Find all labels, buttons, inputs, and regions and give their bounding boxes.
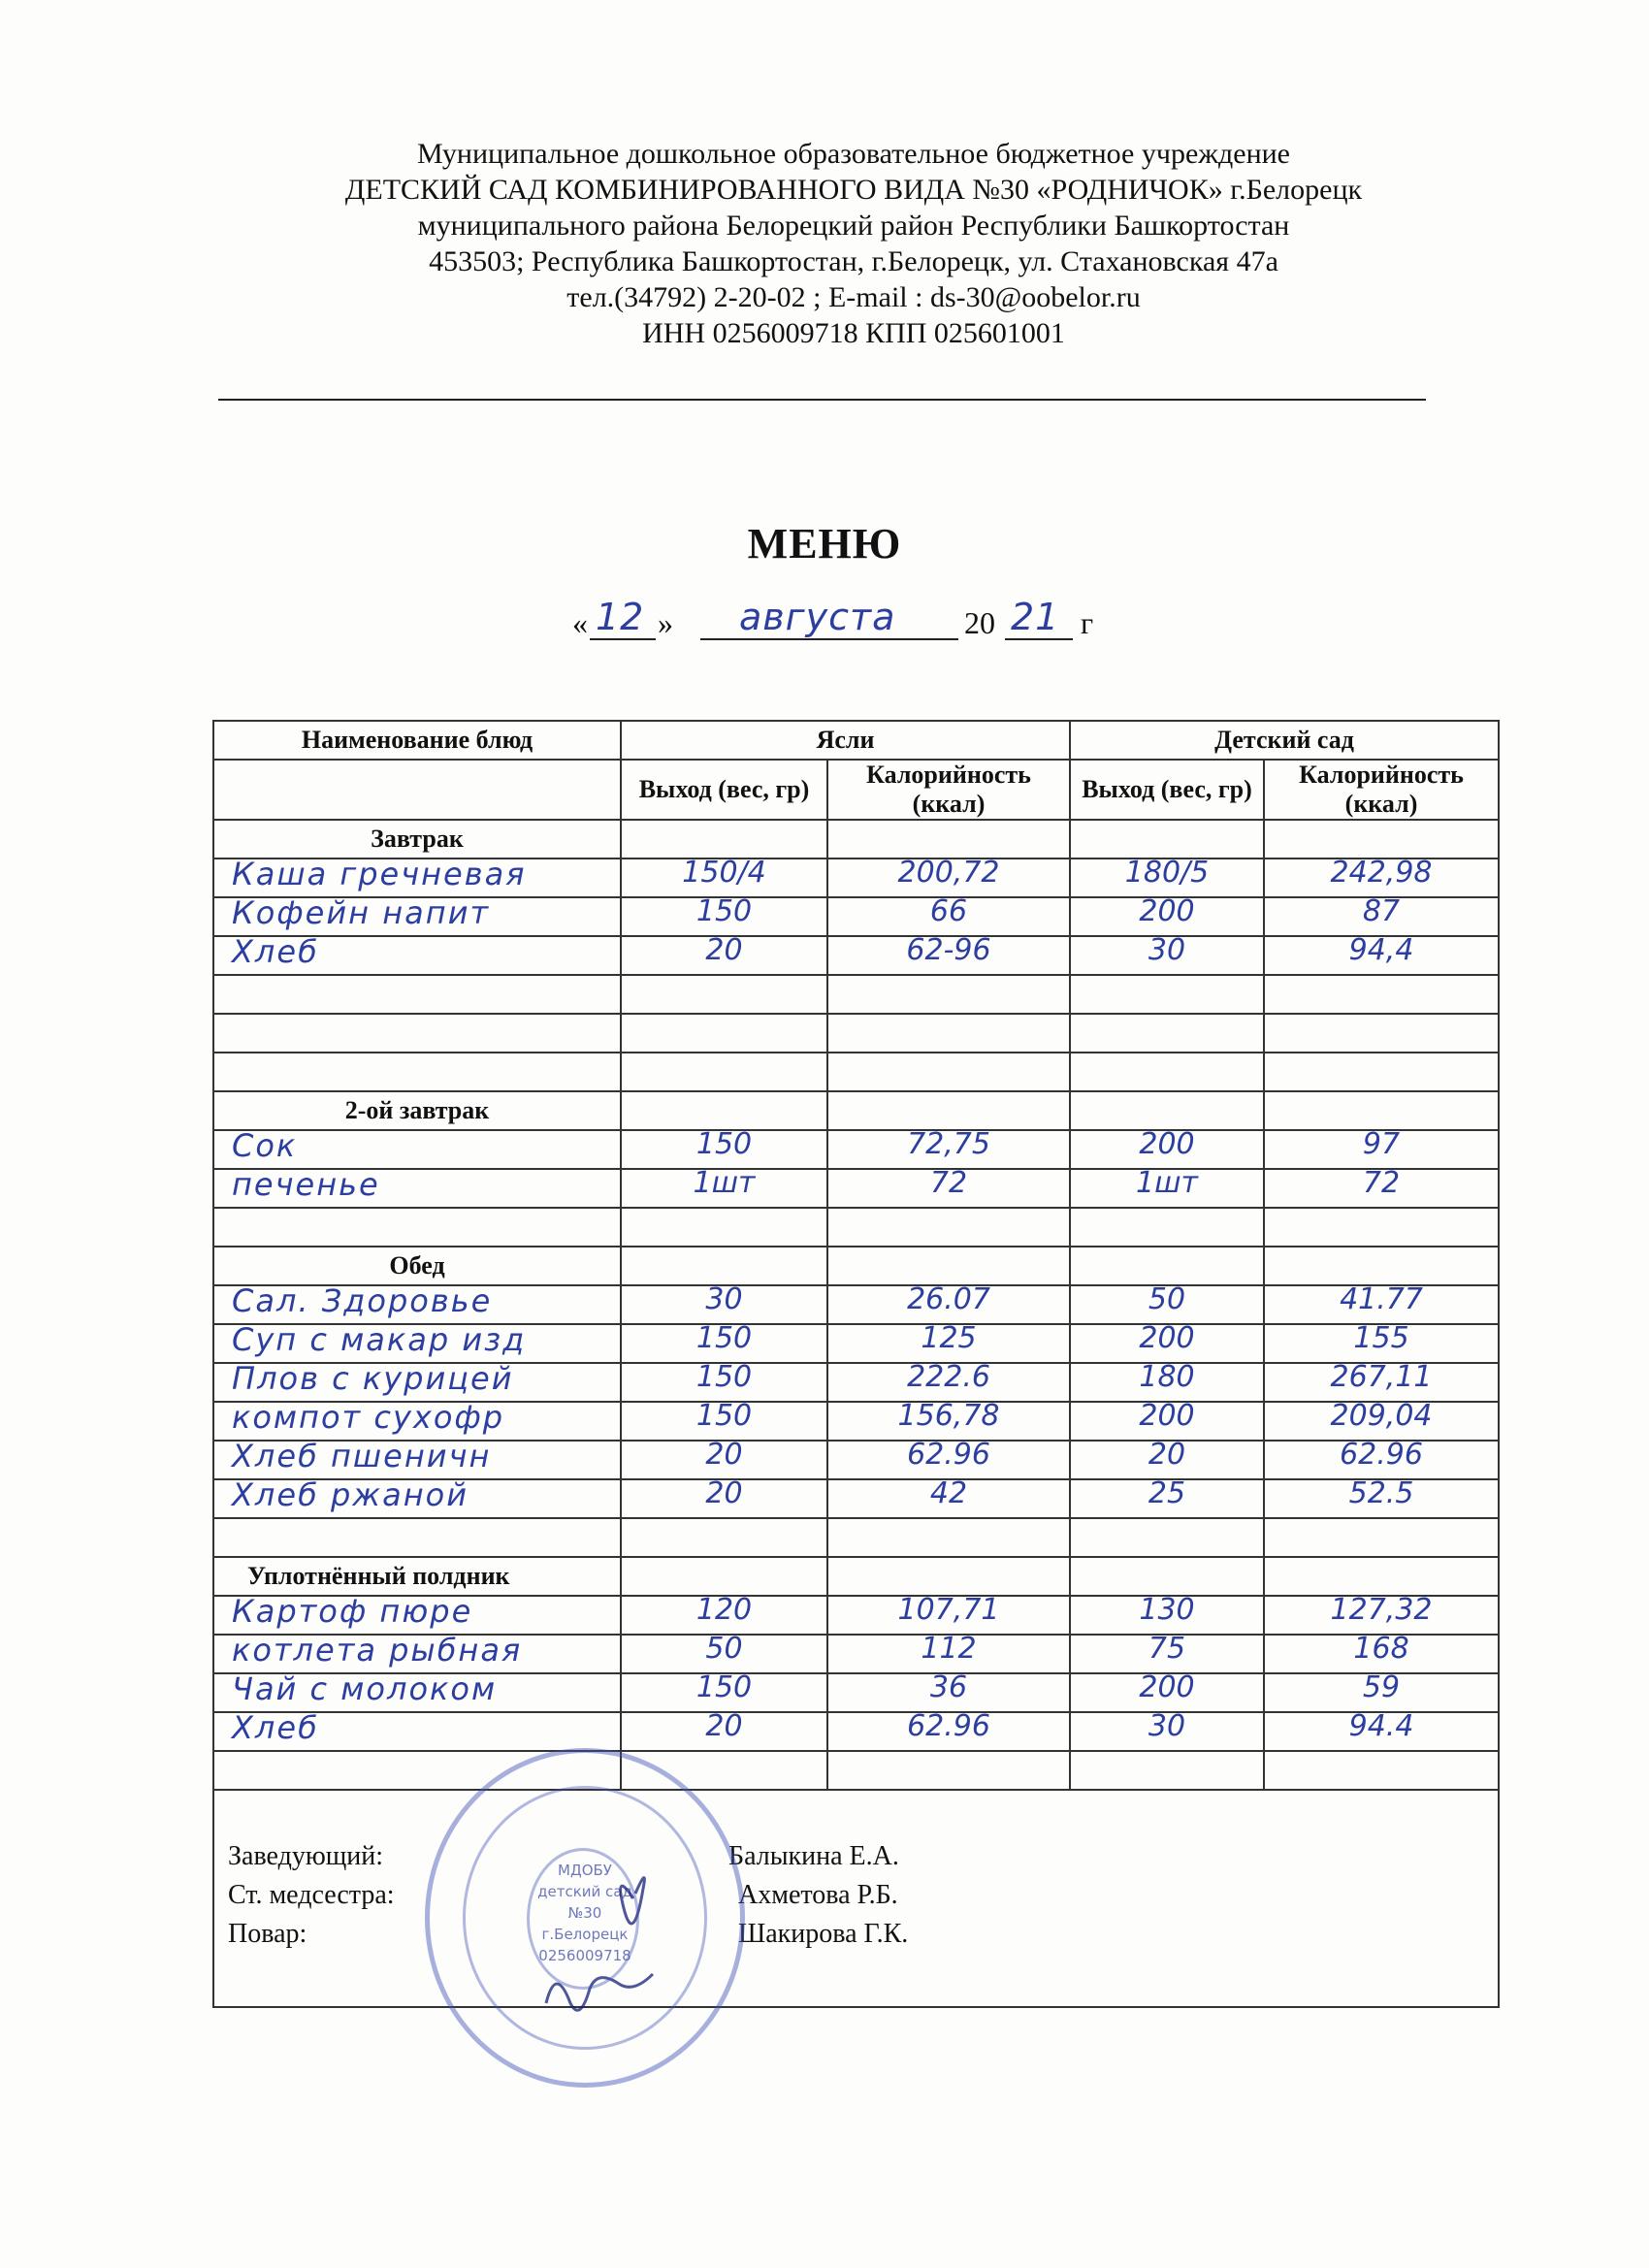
header-line: 453503; Республика Башкортостан, г.Белорецк, ул. Стахановская 47а [429,245,1278,277]
value-n-cal: 62.96 [907,1712,990,1743]
table-row [213,1635,1499,1673]
signature-role: Заведующий: [228,1841,384,1871]
section-title: Завтрак [213,820,621,859]
value-k-out: 200 [1139,1673,1195,1704]
dish-name-cell [213,936,621,975]
value-cell-n-cal [827,1402,1070,1441]
value-n-cal: 112 [921,1635,977,1666]
header-empty [213,760,621,820]
value-cell-n-out [621,1285,827,1324]
dish-name: Плов с курицей [232,1363,514,1397]
value-k-cal: 168 [1353,1635,1409,1666]
dish-name: Сок [232,1130,298,1164]
value-cell-k-cal [1264,1208,1499,1247]
value-k-out: 25 [1148,1479,1186,1510]
table-row [213,1130,1499,1169]
table-row [213,1285,1499,1324]
value-n-out: 150 [695,1363,753,1394]
section-row [213,1091,1499,1130]
value-k-out: 200 [1139,897,1195,928]
menu-body [213,820,1499,1790]
value-k-cal: 242,98 [1330,859,1433,890]
table-row [213,1479,1499,1518]
dish-name-cell [213,975,621,1014]
empty-cell [1264,1091,1499,1130]
value-cell-n-out [621,1441,827,1479]
value-cell-k-out [1070,1130,1264,1169]
date-month: августа [739,596,896,638]
empty-cell [1264,820,1499,859]
value-k-out: 130 [1139,1596,1195,1627]
date-year-suffix: 21 [1011,596,1060,638]
value-cell-k-out [1070,1712,1264,1751]
value-cell-k-cal [1264,897,1499,936]
value-n-out: 20 [705,1712,743,1743]
dish-name-cell [213,1208,621,1247]
dish-name: печенье [232,1169,380,1203]
header-line: муниципального района Белорецкий район Республики Башкортостан [417,210,1290,242]
dish-name: Сал. Здоровье [232,1285,493,1319]
value-cell-k-out [1070,1324,1264,1363]
value-k-out: 200 [1139,1402,1195,1433]
empty-cell [1264,1557,1499,1596]
value-n-cal: 200,72 [897,859,1000,890]
value-cell-k-cal [1264,1635,1499,1673]
dish-name: Суп с макар изд [232,1324,527,1358]
value-n-cal: 72,75 [907,1130,990,1161]
table-row [213,1441,1499,1479]
dish-name-cell [213,1169,621,1208]
dish-name-cell [213,1285,621,1324]
table-row [213,975,1499,1014]
value-cell-n-out [621,1518,827,1557]
value-k-out: 180/5 [1124,859,1210,890]
header-kindergarten: Детский сад [1070,721,1499,760]
dish-name-cell [213,1596,621,1635]
header-calories: Калорийность (ккал) [827,760,1070,820]
value-cell-k-out [1070,859,1264,897]
value-cell-n-out [621,1596,827,1635]
value-k-cal: 267,11 [1330,1363,1433,1394]
value-cell-k-out [1070,1363,1264,1402]
value-cell-k-out [1070,1596,1264,1635]
value-cell-k-out [1070,1402,1264,1441]
value-k-cal: 87 [1362,897,1401,928]
value-cell-n-out [621,1324,827,1363]
dish-name-cell [213,1441,621,1479]
value-cell-k-out [1070,1208,1264,1247]
dish-name-cell [213,1014,621,1053]
value-cell-n-cal [827,1441,1070,1479]
signature-name: Шакирова Г.К. [738,1919,909,1949]
value-cell-n-out [621,1712,827,1751]
header-divider [218,399,1426,401]
table-row [213,1014,1499,1053]
value-cell-n-out [621,1479,827,1518]
value-cell-k-cal [1264,975,1499,1014]
value-cell-n-out [621,1673,827,1712]
table-row [213,897,1499,936]
value-cell-n-out [621,975,827,1014]
value-k-out: 30 [1148,1712,1186,1743]
value-k-cal: 41.77 [1340,1285,1423,1316]
header-line: ДЕТСКИЙ САД КОМБИНИРОВАННОГО ВИДА №30 «РОДНИЧОК» г.Белорецк [344,174,1363,206]
value-n-cal: 107,71 [897,1596,1000,1627]
date-suffix: г [1081,605,1094,640]
value-cell-n-out [621,1169,827,1208]
value-k-out: 200 [1139,1130,1195,1161]
value-cell-n-cal [827,1169,1070,1208]
value-cell-n-out [621,1363,827,1402]
dish-name-cell [213,1363,621,1402]
empty-cell [1070,1247,1264,1285]
date-day: 12 [596,596,645,638]
section-title: Уплотнённый полдник [213,1557,621,1596]
empty-cell [1070,1091,1264,1130]
value-n-out: 30 [705,1285,743,1316]
date-open-quote: « [572,605,588,640]
value-cell-n-cal [827,1712,1070,1751]
dish-name-cell [213,1479,621,1518]
signatures-block [213,1790,1499,2007]
dish-name: Хлеб пшеничн [232,1441,492,1474]
value-cell-n-cal [827,1285,1070,1324]
section-row [213,1247,1499,1285]
value-n-out: 1шт [693,1169,756,1200]
value-cell-k-cal [1264,1673,1499,1712]
empty-cell [827,1557,1070,1596]
value-n-out: 150 [695,1324,753,1355]
value-n-cal: 66 [929,897,968,928]
value-cell-k-out [1070,1635,1264,1673]
header-output: Выход (вес, гр) [621,760,827,820]
value-k-cal: 155 [1353,1324,1409,1355]
value-k-out: 180 [1139,1363,1195,1394]
value-k-out: 50 [1148,1285,1186,1316]
dish-name-cell [213,1053,621,1091]
value-cell-k-out [1070,975,1264,1014]
value-n-out: 20 [705,936,743,967]
value-k-cal: 94.4 [1348,1712,1414,1743]
value-cell-n-out [621,1635,827,1673]
value-cell-k-cal [1264,1363,1499,1402]
value-n-out: 150 [695,1673,753,1704]
value-k-cal: 209,04 [1330,1402,1433,1433]
value-cell-k-cal [1264,1751,1499,1790]
value-cell-k-out [1070,1014,1264,1053]
table-row [213,1402,1499,1441]
table-row [213,859,1499,897]
dish-name-cell [213,1712,621,1751]
value-cell-n-out [621,936,827,975]
signature-row [228,1919,307,1950]
value-n-out: 150 [695,1130,753,1161]
official-stamp [425,1748,745,2088]
dish-name: Хлеб [232,936,319,970]
value-cell-n-cal [827,1479,1070,1518]
header-calories: Калорийность (ккал) [1264,760,1499,820]
value-n-cal: 42 [929,1479,968,1510]
value-n-cal: 36 [929,1673,968,1704]
page-title: МЕНЮ [747,520,902,567]
value-k-out: 200 [1139,1324,1195,1355]
dish-name: Хлеб ржаной [232,1479,469,1513]
value-cell-n-out [621,1402,827,1441]
dish-name: Хлеб [232,1712,319,1746]
table-row [213,936,1499,975]
value-n-out: 150/4 [682,859,766,890]
value-cell-n-cal [827,859,1070,897]
value-cell-k-out [1070,1285,1264,1324]
dish-name-cell [213,1635,621,1673]
dish-name: Кофейн напит [232,897,491,931]
value-k-cal: 62.96 [1340,1441,1423,1472]
value-cell-n-out [621,1053,827,1091]
value-n-cal: 62-96 [906,936,991,967]
table-row [213,1673,1499,1712]
value-cell-n-out [621,1208,827,1247]
value-cell-n-cal [827,1596,1070,1635]
value-cell-n-cal [827,1053,1070,1091]
value-cell-n-cal [827,975,1070,1014]
value-cell-k-out [1070,1169,1264,1208]
dish-name-cell [213,1324,621,1363]
value-k-cal: 94,4 [1348,936,1414,967]
dish-name: Каша гречневая [232,859,527,892]
value-n-out: 20 [705,1479,743,1510]
value-cell-n-cal [827,1751,1070,1790]
value-n-cal: 62.96 [907,1441,990,1472]
value-cell-n-cal [827,1130,1070,1169]
signature-name: Ахметова Р.Б. [738,1880,898,1910]
value-n-out: 50 [705,1635,743,1666]
value-cell-k-cal [1264,1712,1499,1751]
value-cell-k-cal [1264,1285,1499,1324]
table-row [213,1712,1499,1751]
value-cell-n-out [621,1014,827,1053]
value-cell-k-out [1070,1751,1264,1790]
value-n-out: 150 [695,1402,753,1433]
value-k-cal: 59 [1362,1673,1401,1704]
table-row [213,1596,1499,1635]
value-cell-k-out [1070,1053,1264,1091]
value-n-cal: 26.07 [907,1285,990,1316]
dish-name: котлета рыбная [232,1635,523,1669]
header-dish: Наименование блюд [213,721,621,760]
signature-scribble-icon [430,1753,740,2083]
signature-row [228,1880,395,1911]
stamp-text: МДОБУ детский сад №30 г.Белорецк 0256009718 [537,1862,632,1964]
table-row [213,1053,1499,1091]
section-title: Обед [213,1247,621,1285]
value-cell-k-out [1070,936,1264,975]
header-line: тел.(34792) 2-20-02 ; E-mail : ds-30@oobelor.ru [566,281,1141,313]
value-cell-n-cal [827,897,1070,936]
value-cell-k-cal [1264,1441,1499,1479]
value-k-cal: 52.5 [1348,1479,1414,1510]
empty-cell [1070,1557,1264,1596]
value-n-out: 20 [705,1441,743,1472]
dish-name: Картоф пюре [232,1596,473,1630]
empty-cell [827,1247,1070,1285]
value-cell-n-out [621,1130,827,1169]
empty-cell [621,1247,827,1285]
dish-name: Чай с молоком [232,1673,498,1707]
table-row [213,1169,1499,1208]
table-row [213,1751,1499,1790]
value-cell-k-out [1070,897,1264,936]
value-n-cal: 72 [929,1169,968,1200]
value-k-out: 30 [1148,936,1186,967]
value-cell-k-cal [1264,1402,1499,1441]
section-row [213,1557,1499,1596]
empty-cell [621,1557,827,1596]
value-k-cal: 72 [1362,1169,1401,1200]
dish-name-cell [213,1130,621,1169]
signature-role: Повар: [228,1919,307,1949]
value-cell-n-out [621,859,827,897]
dish-name-cell [213,1518,621,1557]
value-cell-k-out [1070,1441,1264,1479]
value-cell-n-cal [827,1324,1070,1363]
dish-name-cell [213,859,621,897]
empty-cell [827,820,1070,859]
value-cell-k-cal [1264,936,1499,975]
value-cell-k-cal [1264,1053,1499,1091]
value-k-cal: 97 [1362,1130,1401,1161]
header-output: Выход (вес, гр) [1070,760,1264,820]
dish-name-cell [213,1673,621,1712]
value-cell-n-cal [827,1635,1070,1673]
value-k-cal: 127,32 [1330,1596,1433,1627]
value-cell-k-out [1070,1479,1264,1518]
dish-name: компот сухофр [232,1402,505,1436]
value-cell-k-cal [1264,1014,1499,1053]
value-n-cal: 222.6 [907,1363,990,1394]
value-k-out: 75 [1148,1635,1186,1666]
menu-date [572,596,1154,650]
table-row [213,1518,1499,1557]
signature-name: Балыкина Е.А. [728,1841,899,1871]
empty-cell [1070,820,1264,859]
header-nursery: Ясли [621,721,1070,760]
table-row [213,1363,1499,1402]
empty-cell [827,1091,1070,1130]
institution-header [146,136,1562,351]
value-cell-k-cal [1264,859,1499,897]
value-cell-n-cal [827,1014,1070,1053]
value-cell-n-cal [827,936,1070,975]
date-year-prefix: 20 [964,605,995,640]
value-cell-k-cal [1264,1479,1499,1518]
dish-name-cell [213,897,621,936]
empty-cell [621,820,827,859]
menu-table [212,720,1500,2008]
value-k-out: 20 [1148,1441,1186,1472]
value-n-cal: 156,78 [897,1402,1000,1433]
value-n-out: 120 [695,1596,753,1627]
value-cell-n-out [621,897,827,936]
section-title: 2-ой завтрак [213,1091,621,1130]
value-cell-n-cal [827,1673,1070,1712]
date-close-quote: » [658,605,673,640]
empty-cell [621,1091,827,1130]
value-cell-n-cal [827,1518,1070,1557]
header-line: Муниципальное дошкольное образовательное бюджетное учреждение [417,138,1290,170]
header-line: ИНН 0256009718 КПП 025601001 [642,317,1065,349]
table-row [213,1208,1499,1247]
value-cell-n-cal [827,1363,1070,1402]
value-k-out: 1шт [1136,1169,1199,1200]
dish-name-cell [213,1402,621,1441]
value-cell-k-out [1070,1673,1264,1712]
value-cell-k-out [1070,1518,1264,1557]
value-cell-k-cal [1264,1324,1499,1363]
signature-role: Ст. медсестра: [228,1880,395,1910]
table-row [213,1324,1499,1363]
value-cell-k-cal [1264,1518,1499,1557]
value-cell-k-cal [1264,1596,1499,1635]
value-cell-n-cal [827,1208,1070,1247]
value-n-cal: 125 [921,1324,977,1355]
empty-cell [1264,1247,1499,1285]
value-n-out: 150 [695,897,753,928]
section-row [213,820,1499,859]
signature-row [228,1841,383,1872]
value-cell-k-cal [1264,1130,1499,1169]
value-cell-k-cal [1264,1169,1499,1208]
